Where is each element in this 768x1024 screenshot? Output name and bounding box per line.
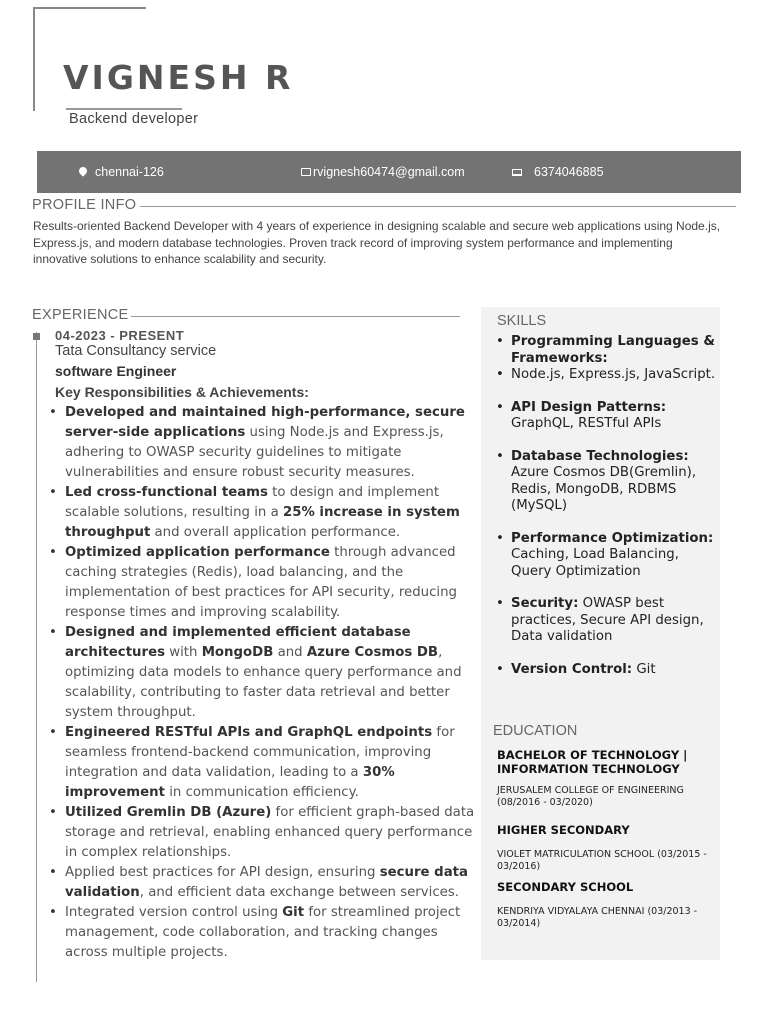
- location-text: chennai-126: [95, 165, 164, 179]
- responsibility-highlight: Led cross-functional teams: [65, 485, 268, 500]
- responsibility-item: [47, 483, 483, 543]
- responsibility-item: [47, 723, 483, 803]
- skill-category: API Design Patterns:: [511, 399, 667, 415]
- responsibility-highlight: secure data validation: [65, 865, 468, 900]
- responsibility-text: Applied best practices for API design, ensuring: [65, 865, 380, 880]
- school-name: KENDRIYA VIDYALAYA CHENNAI (03/2013 - 03/2014): [497, 906, 698, 929]
- responsibility-text: Integrated version control using: [65, 905, 283, 920]
- skill-category: Version Control:: [511, 661, 633, 677]
- responsibility-text: with: [165, 645, 202, 660]
- responsibility-highlight: 30% improvement: [65, 765, 395, 800]
- education-section-title: EDUCATION: [493, 723, 578, 739]
- responsibility-highlight: Designed and implemented efficient database architectures: [65, 625, 411, 660]
- responsibility-text: , optimizing data models to enhance query performance and scalability, contributing to faster data retrieval and better system throughput.: [65, 645, 462, 720]
- responsibility-text: , and efficient data exchange between services.: [139, 885, 459, 900]
- degree-name: BACHELOR OF TECHNOLOGY | INFORMATION TECHNOLOGY: [497, 748, 688, 776]
- profile-divider: [140, 206, 736, 207]
- email-text[interactable]: rvignesh60474@gmail.com: [313, 165, 465, 179]
- responsibility-highlight: Git: [282, 905, 305, 920]
- job-dates: 04-2023 - PRESENT: [55, 328, 185, 343]
- responsibilities-list: [47, 403, 483, 963]
- responsibility-highlight: Azure Cosmos DB: [306, 645, 439, 660]
- skills-section-title: SKILLS: [497, 313, 547, 329]
- responsibility-text: to design and implement scalable solutions, resulting in a: [65, 485, 440, 520]
- responsibility-text: for efficient graph-based data storage and retrieval, enabling enhanced query performance in complex relationships.: [65, 805, 475, 860]
- skill-category: Programming Languages & Frameworks:: [511, 334, 715, 366]
- envelope-icon: [301, 168, 311, 176]
- skill-values: Node.js, Express.js, JavaScript.: [511, 367, 716, 382]
- responsibility-highlight: Engineered RESTful APIs and GraphQL endpoints: [65, 725, 433, 740]
- responsibility-text: using Node.js and Express.js, adhering to OWASP security guidelines to mitigate vulnerabilities and ensure robust security measures.: [65, 425, 444, 480]
- header-corner-vertical: [33, 7, 35, 111]
- skill-category: Security:: [511, 596, 579, 611]
- responsibility-text: in communication efficiency.: [165, 785, 359, 800]
- education-entry: [497, 748, 725, 809]
- phone-text[interactable]: 6374046885: [534, 165, 604, 179]
- skill-values: Caching, Load Balancing, Query Optimization: [511, 547, 679, 579]
- experience-timeline: [36, 332, 37, 982]
- skill-category: Performance Optimization:: [511, 530, 714, 546]
- skill-item: [496, 449, 716, 515]
- degree-name: SECONDARY SCHOOL: [497, 880, 634, 894]
- candidate-role: Backend developer: [69, 111, 199, 127]
- contact-location: [79, 151, 164, 193]
- skill-values: Git: [632, 661, 656, 677]
- skill-item: [496, 367, 716, 384]
- name-underline: [66, 108, 182, 110]
- skill-values: GraphQL, RESTful APIs: [511, 416, 662, 431]
- skills-list: [496, 334, 716, 694]
- responsibility-item: [47, 863, 483, 903]
- responsibility-highlight: Developed and maintained high-performance, secure server-side applications: [65, 405, 465, 440]
- responsibility-item: [47, 623, 483, 723]
- responsibility-text: for streamlined project management, code collaboration, and tracking changes across multiple projects.: [65, 905, 461, 960]
- responsibility-highlight: MongoDB: [201, 645, 274, 660]
- responsibility-highlight: Optimized application performance: [65, 545, 330, 560]
- responsibility-text: for seamless frontend-backend communication, improving integration and data validation, leading to a: [65, 725, 455, 780]
- responsibility-text: through advanced caching strategies (Redis), load balancing, and the implementation of best practices for API security, reducing response times and improving scalability.: [65, 545, 457, 620]
- responsibility-item: [47, 403, 483, 483]
- skill-item: [496, 662, 716, 679]
- phone-icon: [512, 169, 522, 176]
- experience-section-title: EXPERIENCE: [32, 307, 129, 323]
- responsibility-item: [47, 543, 483, 623]
- profile-section-title: PROFILE INFO: [32, 197, 137, 213]
- location-pin-icon: [77, 165, 88, 176]
- experience-divider: [131, 316, 460, 317]
- contact-phone[interactable]: [512, 151, 604, 193]
- skill-item: [496, 531, 716, 581]
- education-entry: [497, 823, 725, 873]
- skill-item: [496, 400, 716, 433]
- job-title: software Engineer: [55, 363, 177, 379]
- skill-values: OWASP best practices, Secure API design, Data validation: [511, 596, 704, 644]
- responsibility-item: [47, 803, 483, 863]
- education-entry: [497, 880, 725, 930]
- contact-email[interactable]: [301, 151, 465, 193]
- degree-name: HIGHER SECONDARY: [497, 823, 630, 837]
- school-name: VIOLET MATRICULATION SCHOOL (03/2015 - 03/2016): [497, 849, 707, 872]
- skill-category: Database Technologies:: [511, 448, 689, 464]
- candidate-name: VIGNESH R: [63, 58, 294, 97]
- responsibility-text: and overall application performance.: [150, 525, 401, 540]
- responsibility-item: [47, 903, 483, 963]
- timeline-marker: [33, 333, 40, 340]
- company-name: Tata Consultancy service: [55, 343, 217, 359]
- skill-item: [496, 334, 716, 367]
- responsibilities-heading: Key Responsibilities & Achievements:: [55, 384, 309, 400]
- skill-item: [496, 596, 716, 646]
- school-name: JERUSALEM COLLEGE OF ENGINEERING (08/2016 - 03/2020): [497, 785, 684, 808]
- responsibility-highlight: 25% increase in system throughput: [65, 505, 460, 540]
- responsibility-highlight: Utilized Gremlin DB (Azure): [65, 805, 272, 820]
- profile-summary: Results-oriented Backend Developer with 4 years of experience in designing scalable and secure web applications using Node.js, Express.js, and modern database technologies. Proven track record of improving system performance and implementing innovative solutions to enhance scalability and security.: [33, 219, 721, 266]
- responsibility-text: and: [273, 645, 307, 660]
- header-corner-horizontal: [33, 7, 146, 9]
- skill-values: Azure Cosmos DB(Gremlin), Redis, MongoDB, RDBMS (MySQL): [511, 465, 697, 513]
- contact-bar: [37, 151, 741, 193]
